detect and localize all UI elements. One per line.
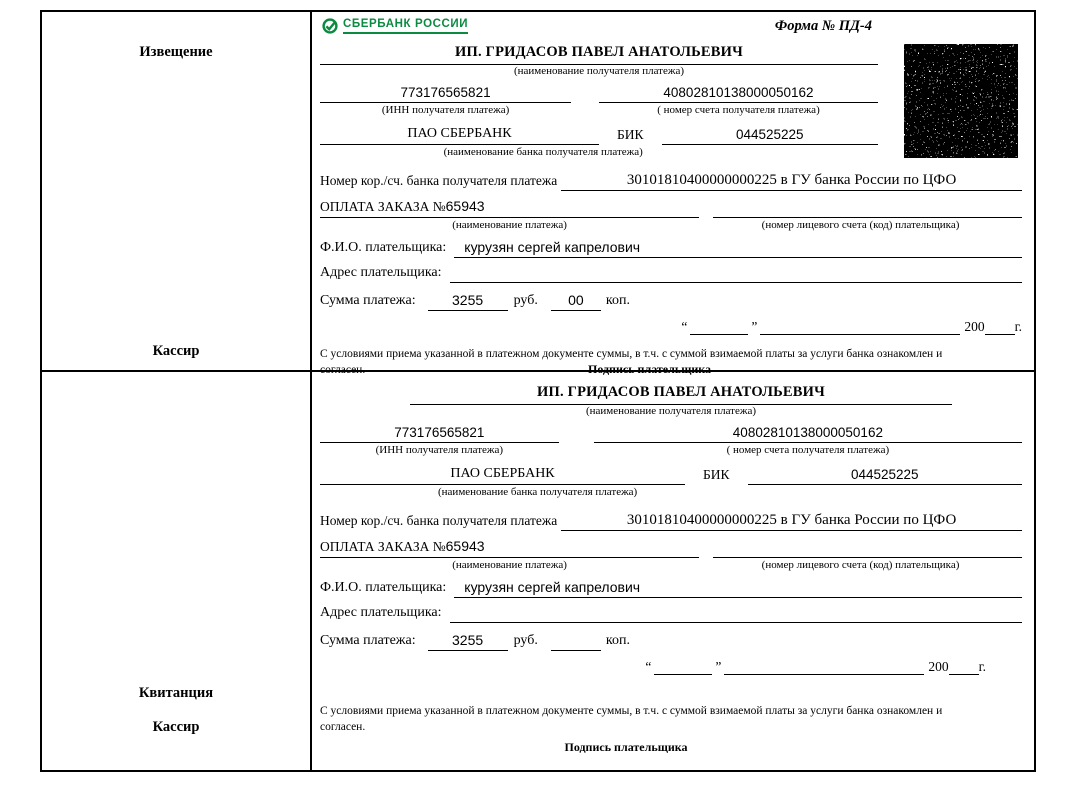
payer-name-line <box>320 579 1022 598</box>
bank-hint: (наименование банка получателя платежа) <box>443 145 643 158</box>
bik-value: 044525225 <box>748 467 1022 485</box>
form-table <box>40 10 1036 772</box>
payer-address-label: Адрес плательщика: <box>320 605 442 620</box>
corr-label: Номер кор./сч. банка получателя платежа <box>320 173 558 189</box>
receipt-label: Квитанция <box>138 685 214 701</box>
qr-code-image <box>904 44 1018 158</box>
cashier-label: Кассир <box>152 719 200 735</box>
cashier-label: Кассир <box>152 343 200 359</box>
year-suffix: г. <box>978 659 986 674</box>
payment-label: ОПЛАТА ЗАКАЗА № <box>320 539 446 555</box>
inn-value: 773176565821 <box>320 85 571 103</box>
receipt-stub-labels <box>42 685 310 736</box>
amount-line <box>320 632 1022 651</box>
personal-account-hint: (номер лицевого счета (код) плательщика) <box>761 559 960 572</box>
corr-value: 30101810400000000225 в ГУ банка России по ЦФО <box>561 172 1022 191</box>
date-month-blank <box>760 320 960 335</box>
payer-signature-label: Подпись плательщика <box>564 740 688 755</box>
open-quote: “ <box>645 659 652 674</box>
year-suffix: г. <box>1014 319 1022 334</box>
inn-hint: (ИНН получателя платежа) <box>381 103 510 116</box>
order-number: 65943 <box>445 538 485 555</box>
kop-label: коп. <box>605 293 630 308</box>
terms-text: С условиями приема указанной в платежном документе суммы, в т.ч. с суммой взимаемой платы за услуги банка ознакомлен и согласен. <box>320 348 943 377</box>
corr-value: 30101810400000000225 в ГУ банка России по ЦФО <box>561 512 1022 531</box>
payment-line <box>320 198 1022 218</box>
notice-left-stub <box>42 12 312 370</box>
amount-kop-value <box>551 648 601 651</box>
rub-label: руб. <box>513 293 538 308</box>
payee-hint: (наименование получателя платежа) <box>513 65 685 77</box>
notice-payee-block <box>320 44 878 159</box>
payer-address-label: Адрес плательщика: <box>320 265 442 280</box>
date-day-blank <box>690 320 748 335</box>
bik-value: 044525225 <box>662 127 878 145</box>
year-prefix: 200 <box>964 319 985 334</box>
spacer <box>571 85 599 103</box>
date-year-blank <box>985 320 1015 335</box>
notice-label: Извещение <box>139 44 213 60</box>
order-number: 65943 <box>445 198 485 215</box>
account-value: 40802810138000050162 <box>594 425 1022 443</box>
amount-line <box>320 292 1022 311</box>
payee-name: ИП. ГРИДАСОВ ПАВЕЛ АНАТОЛЬЕВИЧ <box>410 384 952 405</box>
receipt-body <box>312 372 1034 770</box>
notice-section <box>42 12 1034 377</box>
close-quote: ” <box>751 319 758 334</box>
personal-account-blank <box>713 542 1022 558</box>
payee-hint: (наименование получателя платежа) <box>585 405 757 417</box>
date-line <box>320 659 986 675</box>
kop-label: коп. <box>605 633 630 648</box>
payment-name <box>320 538 699 558</box>
payer-signature-label: Подпись плательщика <box>588 362 711 377</box>
sberbank-logo-icon <box>322 18 338 34</box>
account-hint: ( номер счета получателя платежа) <box>726 443 890 456</box>
spacer <box>559 425 594 443</box>
inn-account-hints <box>320 104 878 118</box>
bik-label: БИК <box>617 126 644 142</box>
receipt-section <box>42 372 1034 770</box>
payment-hints <box>320 559 1022 573</box>
inn-account-hints <box>320 444 1022 458</box>
corr-account-line <box>320 512 1022 531</box>
sberbank-logo <box>322 18 468 34</box>
corr-account-line <box>320 172 1022 191</box>
payer-address-blank <box>450 606 1022 623</box>
payment-hint: (наименование платежа) <box>452 219 567 232</box>
notice-header <box>320 18 1022 44</box>
account-hint: ( номер счета получателя платежа) <box>657 103 820 116</box>
inn-value: 773176565821 <box>320 425 559 443</box>
payer-address-line <box>320 265 1022 283</box>
bank-bik-row <box>320 126 878 145</box>
date-line <box>320 319 1022 335</box>
payer-name-value: курузян сергей капрелович <box>454 239 1022 258</box>
rub-label: руб. <box>513 633 538 648</box>
payment-hints <box>320 219 1022 233</box>
amount-label: Сумма платежа: <box>320 293 416 308</box>
payer-name-label: Ф.И.О. плательщика: <box>320 580 447 595</box>
year-prefix: 200 <box>928 659 949 674</box>
bank-bik-row <box>320 466 1022 485</box>
inn-account-row <box>320 85 878 103</box>
bank-name: ПАО СБЕРБАНК <box>320 126 599 145</box>
payment-hint: (наименование платежа) <box>452 559 567 572</box>
date-day-blank <box>654 660 712 675</box>
account-value: 40802810138000050162 <box>599 85 878 103</box>
date-month-blank <box>724 660 924 675</box>
terms-block <box>320 703 1022 755</box>
corr-label: Номер кор./сч. банка получателя платежа <box>320 513 558 529</box>
payee-name: ИП. ГРИДАСОВ ПАВЕЛ АНАТОЛЬЕВИЧ <box>320 44 878 65</box>
payment-name <box>320 198 699 218</box>
payment-label: ОПЛАТА ЗАКАЗА № <box>320 199 446 215</box>
spacer <box>559 444 594 458</box>
amount-kop-value: 00 <box>551 292 601 311</box>
bank-hint: (наименование банка получателя платежа) <box>438 485 638 498</box>
form-number: Форма № ПД-4 <box>774 18 872 34</box>
payer-name-label: Ф.И.О. плательщика: <box>320 240 447 255</box>
payer-name-value: курузян сергей капрелович <box>454 579 1022 598</box>
sberbank-logo-text: СБЕРБАНК РОССИИ <box>343 18 468 34</box>
spacer <box>571 104 599 118</box>
open-quote: “ <box>681 319 688 334</box>
notice-body <box>312 12 1034 377</box>
payer-address-line <box>320 605 1022 623</box>
personal-account-hint: (номер лицевого счета (код) плательщика) <box>761 219 960 232</box>
payer-name-line <box>320 239 1022 258</box>
inn-account-row <box>320 425 1022 443</box>
date-year-blank <box>949 660 979 675</box>
terms-text: С условиями приема указанной в платежном документе суммы, в т.ч. с суммой взимаемой платы за услуги банка ознакомлен и согласен. <box>320 705 943 734</box>
receipt-left-stub <box>42 372 312 770</box>
qr-code <box>904 44 1018 158</box>
amount-label: Сумма платежа: <box>320 633 416 648</box>
amount-rub-value: 3255 <box>428 292 508 311</box>
payer-address-blank <box>450 266 1022 283</box>
inn-hint: (ИНН получателя платежа) <box>375 443 504 456</box>
close-quote: ” <box>715 659 722 674</box>
payment-line <box>320 538 1022 558</box>
bik-label: БИК <box>703 466 730 482</box>
personal-account-blank <box>713 202 1022 218</box>
amount-rub-value: 3255 <box>428 632 508 651</box>
bank-name: ПАО СБЕРБАНК <box>320 466 685 485</box>
